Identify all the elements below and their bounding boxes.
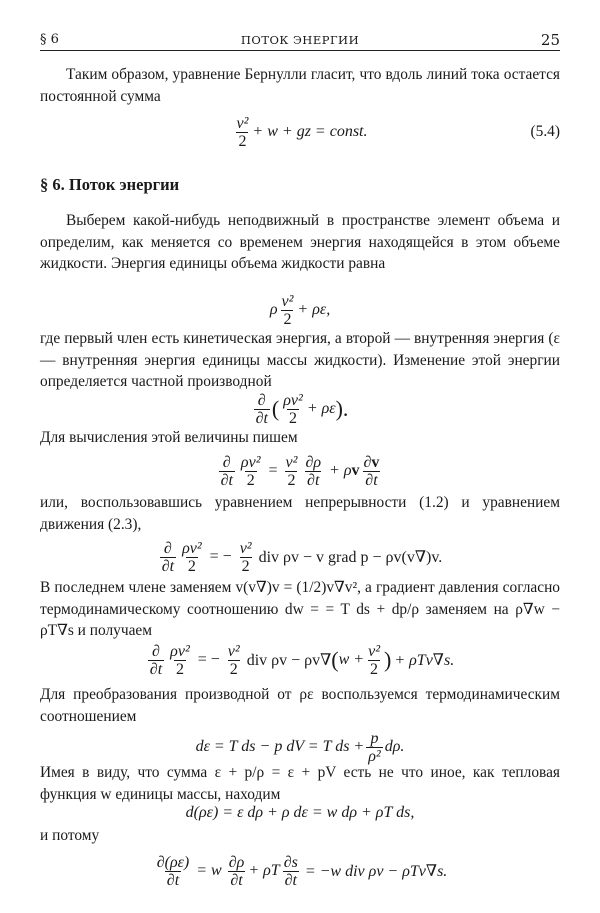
fraction: $\frac{\text{ρv²}}{2}$ <box>170 642 190 678</box>
paragraph-kinetic-internal: где первый член есть кинетическая энергия, а второй — внутренняя энергия (ε — внутренняя энергия единицы массы жидкости). Изменение этой энергии определяется частной производной <box>40 330 560 390</box>
equation-energy-density: ρ $\frac{\text{v²}}{2}$ + ρε, <box>269 292 331 328</box>
equation-final: $\frac{\partial(\rho\varepsilon)}{\partial t}$ = w $\frac{\partial\rho}{\partial t}$ + ρT $\frac{\partial s}{\partial t}$ = −w div ρv − ρTv∇s. <box>156 853 448 889</box>
equation-5-4: $\frac{\text{v²}}{2}$ + w + gz = const. (5.4) <box>236 114 560 150</box>
fraction: $\frac{\text{v²}}{2}$ <box>281 292 294 328</box>
equation-substituted: $\frac{\partial}{\partial t}$ $\frac{\text{ρv²}}{2}$ = − $\frac{\text{v²}}{2}$ div ρv − v grad p − ρv(v∇)v. <box>161 539 443 575</box>
running-header-section: § 6 <box>40 32 59 47</box>
paragraph-hence: и потому <box>40 827 100 844</box>
paragraph-bernoulli: Таким образом, уравнение Бернулли гласит, что вдоль линий тока остается постоянной сумма <box>40 66 560 105</box>
running-header-title: ПОТОК ЭНЕРГИИ <box>240 33 360 47</box>
fraction: $\frac{\partial}{\partial t}$ <box>220 453 233 489</box>
fraction: $\frac{\text{v²}}{2}$ <box>285 453 298 489</box>
equation-result: $\frac{\partial}{\partial t}$ $\frac{\text{ρv²}}{2}$ = − $\frac{\text{v²}}{2}$ div ρv − ρv∇ ( w + $\frac{\text{v²}}{2}$ ) + ρTv∇s. <box>149 642 455 678</box>
fraction: $\frac{\text{ρv²}}{2}$ <box>240 453 261 489</box>
equation-expansion: $\frac{\partial}{\partial t}$ $\frac{\text{ρv²}}{2}$ = $\frac{\text{v²}}{2}$ $\frac{\partial\rho}{\partial t}$ + ρ v $\frac{\partial v}{\partial t}$ <box>220 453 380 489</box>
paragraph-compute: Для вычисления этой величины пишем <box>40 429 298 446</box>
paragraph-enthalpy: Имея в виду, что сумма ε + p/ρ = ε + pV есть не что иное, как тепловая функция w единицы массы, находим <box>40 764 560 803</box>
paragraph-replace: В последнем члене заменяем v(v∇)v = (1/2)v∇v², а градиент давления согласно термодинамическому соотношению dw = = T ds + dp/ρ заменяем на ρ∇w − ρT∇s и получаем <box>40 579 560 639</box>
paragraph-energy-element: Выберем какой-нибудь неподвижный в пространстве элемент объема и определим, как меняется со временем энергия находящейся в этом объеме жидкости. Энергия единицы объема жидкости равна <box>40 212 560 272</box>
fraction: $\frac{\partial}{\partial t}$ <box>255 391 268 427</box>
paragraph-continuity: или, воспользовавшись уравнением непрерывности (1.2) и уравнением движения (2.3), <box>40 494 560 533</box>
section-heading: § 6. Поток энергии <box>40 175 180 194</box>
fraction: $\frac{\partial\rho}{\partial t}$ <box>228 853 245 889</box>
fraction: $\frac{\partial\rho}{\partial t}$ <box>305 453 322 489</box>
header-rule <box>40 50 560 51</box>
fraction: $\frac{\text{v²}}{2}$ <box>236 114 249 150</box>
fraction: $\frac{\partial v}{\partial t}$ <box>363 453 380 489</box>
equation-thermo: dε = T ds − p dV = T ds + $\frac{p}{\text{ρ²}}$ dρ. <box>195 729 405 765</box>
paragraph-thermo: Для преобразования производной от ρε воспользуемся термодинамическим соотношением <box>40 686 560 725</box>
fraction: $\frac{\text{ρv²}}{2}$ <box>283 391 303 427</box>
equation-d-rho-eps: d(ρε) = ε dρ + ρ dε = w dρ + ρT ds, <box>185 804 415 821</box>
equation-number: (5.4) <box>530 123 560 140</box>
fraction: $\frac{\text{ρv²}}{2}$ <box>182 539 202 575</box>
fraction: $\frac{\text{v²}}{2}$ <box>239 539 252 575</box>
fraction: $\frac{p}{\text{ρ²}}$ <box>368 729 381 765</box>
page-number: 25 <box>540 31 560 49</box>
fraction: $\frac{\text{v²}}{2}$ <box>368 642 380 678</box>
fraction: $\frac{\partial s}{\partial t}$ <box>283 853 298 889</box>
equation-partial-derivative: $\frac{\partial}{\partial t}$ ( $\frac{\text{ρv²}}{2}$ + ρε ). <box>255 391 349 427</box>
fraction: $\frac{\partial}{\partial t}$ <box>161 539 175 575</box>
fraction: $\frac{\partial(\rho\varepsilon)}{\partial t}$ <box>156 853 190 889</box>
fraction: $\frac{\partial}{\partial t}$ <box>149 642 163 678</box>
fraction: $\frac{\text{v²}}{2}$ <box>227 642 240 678</box>
